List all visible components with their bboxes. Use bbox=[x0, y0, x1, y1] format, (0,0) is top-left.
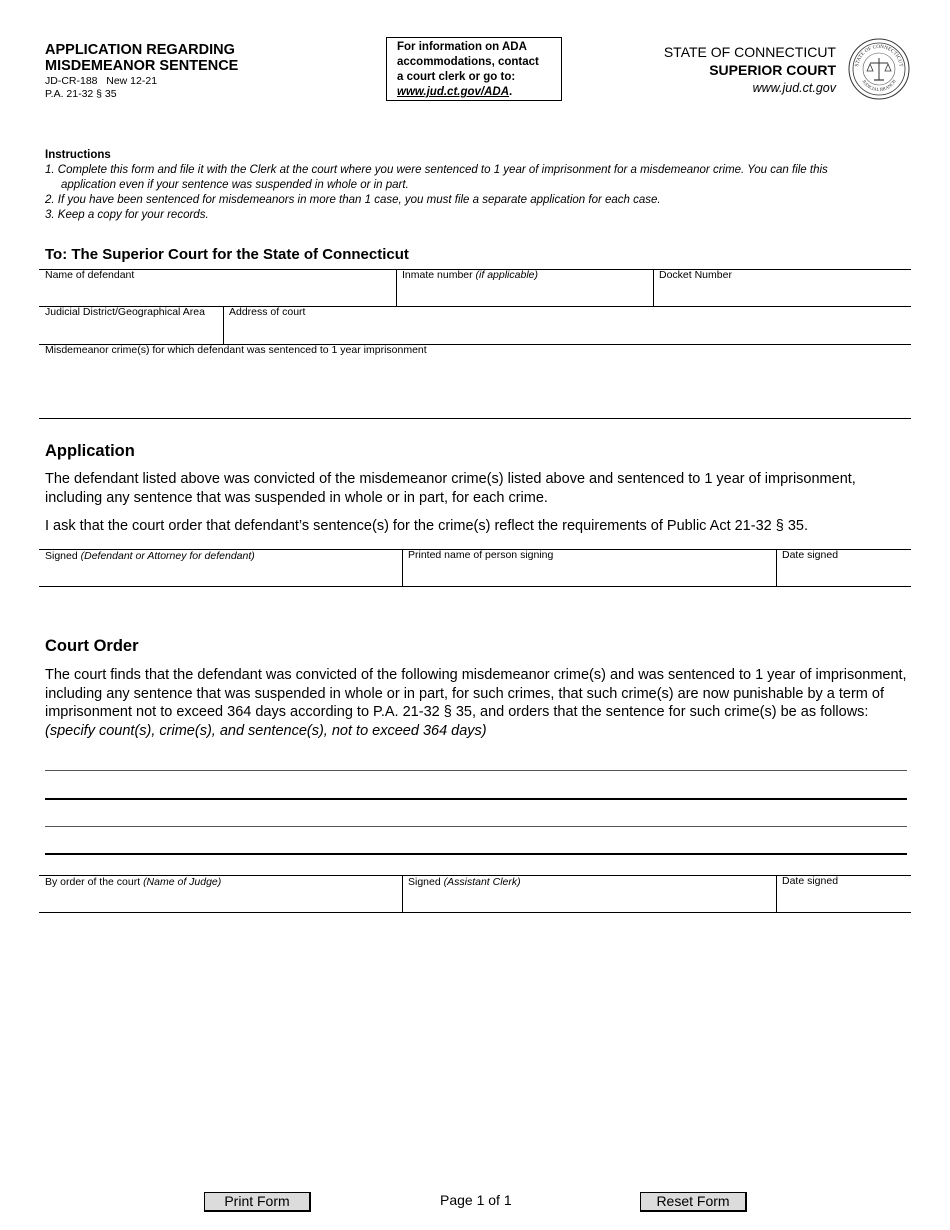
address-of-court-input[interactable] bbox=[226, 320, 910, 342]
ada-line3: a court clerk or go to: bbox=[397, 71, 516, 83]
divider bbox=[396, 269, 397, 307]
inmate-number-text: Inmate number bbox=[402, 269, 473, 281]
state-name: STATE OF CONNECTICUT bbox=[663, 44, 836, 60]
misdemeanor-crimes-label: Misdemeanor crime(s) for which defendant was sentenced to 1 year imprisonment bbox=[45, 344, 427, 356]
divider bbox=[223, 306, 224, 344]
instruction-1a: 1. Complete this form and file it with the Clerk at the court where you were sentenced to 1 year of imprisonment for a misdemeanor crime. You can file this bbox=[45, 164, 828, 176]
divider bbox=[39, 586, 911, 587]
docket-number-input[interactable] bbox=[655, 283, 909, 305]
inmate-number-input[interactable] bbox=[398, 283, 652, 305]
seal-top-text: STATE OF CONNECTICUT bbox=[854, 43, 904, 68]
form-title-line1: APPLICATION REGARDING bbox=[45, 42, 235, 58]
divider bbox=[39, 912, 911, 913]
seal-bottom-text: JUDICIAL BRANCH bbox=[861, 78, 897, 93]
form-statute: P.A. 21-32 § 35 bbox=[45, 88, 117, 100]
instructions bbox=[45, 148, 905, 223]
court-order-paragraph bbox=[45, 666, 915, 740]
application-heading: Application bbox=[45, 442, 135, 460]
divider bbox=[402, 549, 403, 586]
divider bbox=[39, 418, 911, 419]
sentence-line-3[interactable] bbox=[45, 826, 907, 827]
inmate-number-label bbox=[402, 269, 538, 281]
judicial-seal-icon bbox=[848, 38, 910, 100]
court-identity bbox=[664, 43, 836, 97]
court-order-date-input[interactable] bbox=[778, 890, 910, 912]
ada-line1: For information on ADA bbox=[397, 41, 527, 53]
instruction-1b: application even if your sentence was suspended in whole or in part. bbox=[61, 179, 409, 191]
assistant-clerk-label bbox=[408, 876, 521, 888]
divider bbox=[776, 549, 777, 586]
signed-text: Signed bbox=[45, 550, 78, 562]
page-indicator: Page 1 of 1 bbox=[440, 1192, 512, 1208]
reset-form-button[interactable]: Reset Form bbox=[640, 1192, 747, 1212]
sentence-line-1[interactable] bbox=[45, 770, 907, 771]
instruction-3: 3. Keep a copy for your records. bbox=[45, 209, 209, 221]
judicial-district-label: Judicial District/Geographical Area bbox=[45, 306, 205, 318]
application-paragraph-1: The defendant listed above was convicted of the misdemeanor crime(s) listed above and sentenced to 1 year of imprisonment, including any sentence that was suspended in whole or in part, for each crime. bbox=[45, 471, 856, 506]
clerk-signed-note: (Assistant Clerk) bbox=[443, 876, 521, 888]
instruction-2: 2. If you have been sentenced for misdemeanors in more than 1 case, you must file a separate application for each case. bbox=[45, 194, 661, 206]
application-paragraph-2: I ask that the court order that defendant’s sentence(s) for the crime(s) reflect the requirements of Public Act 21-32 § 35. bbox=[45, 518, 808, 534]
ada-info-box: For information on ADA accommodations, contact a court clerk or go to: www.jud.ct.gov/ADA. bbox=[386, 37, 562, 101]
by-order-note: (Name of Judge) bbox=[143, 876, 222, 888]
court-order-text: The court finds that the defendant was convicted of the following misdemeanor crime(s) and was sentenced to 1 year of imprisonment, including any sentence that was suspended in whole or in part, for such crimes, that such crime(s) are now punishable by a term of imprisonment not to exceed 364 days according to P.A. 21-32 § 35, and orders that the sentence for such crime(s) be as follows: bbox=[45, 667, 907, 720]
court-order-note: (specify count(s), crime(s), and sentence(s), not to exceed 364 days) bbox=[45, 722, 487, 739]
sentence-line-2[interactable] bbox=[45, 798, 907, 800]
instructions-heading: Instructions bbox=[45, 149, 111, 161]
printed-name-input[interactable] bbox=[404, 563, 776, 585]
application-date-input[interactable] bbox=[778, 563, 910, 585]
judicial-district-input[interactable] bbox=[40, 320, 222, 342]
by-order-text: By order of the court bbox=[45, 876, 141, 888]
form-meta bbox=[45, 75, 157, 101]
court-order-date-signed-label: Date signed bbox=[782, 875, 839, 887]
by-order-label bbox=[45, 876, 221, 888]
docket-number-label: Docket Number bbox=[659, 269, 732, 281]
application-date-signed-label: Date signed bbox=[782, 549, 839, 561]
to-section-heading: To: The Superior Court for the State of Connecticut bbox=[45, 246, 409, 263]
judge-name-input[interactable] bbox=[40, 890, 402, 912]
inmate-number-note: (if applicable) bbox=[475, 269, 538, 281]
print-form-button[interactable]: Print Form bbox=[204, 1192, 311, 1212]
divider bbox=[402, 875, 403, 912]
form-title bbox=[45, 42, 238, 74]
printed-name-label: Printed name of person signing bbox=[408, 549, 554, 561]
signed-note: (Defendant or Attorney for defendant) bbox=[80, 550, 255, 562]
court-order-heading: Court Order bbox=[45, 637, 139, 655]
signed-defendant-label bbox=[45, 550, 255, 562]
court-website: www.jud.ct.gov bbox=[752, 81, 836, 95]
form-title-line2: MISDEMEANOR SENTENCE bbox=[45, 58, 239, 74]
ada-link[interactable]: www.jud.ct.gov/ADA bbox=[397, 86, 510, 98]
divider bbox=[653, 269, 654, 307]
form-code: JD-CR-188 New 12-21 bbox=[45, 75, 158, 87]
misdemeanor-crimes-input[interactable] bbox=[40, 358, 910, 418]
ada-line2: accommodations, contact bbox=[397, 56, 539, 68]
court-name: SUPERIOR COURT bbox=[709, 62, 836, 78]
name-of-defendant-label: Name of defendant bbox=[45, 269, 135, 281]
clerk-signed-text: Signed bbox=[408, 876, 441, 888]
address-of-court-label: Address of court bbox=[229, 306, 306, 318]
name-of-defendant-input[interactable] bbox=[40, 283, 396, 305]
sentence-line-4[interactable] bbox=[45, 853, 907, 855]
divider bbox=[776, 875, 777, 912]
